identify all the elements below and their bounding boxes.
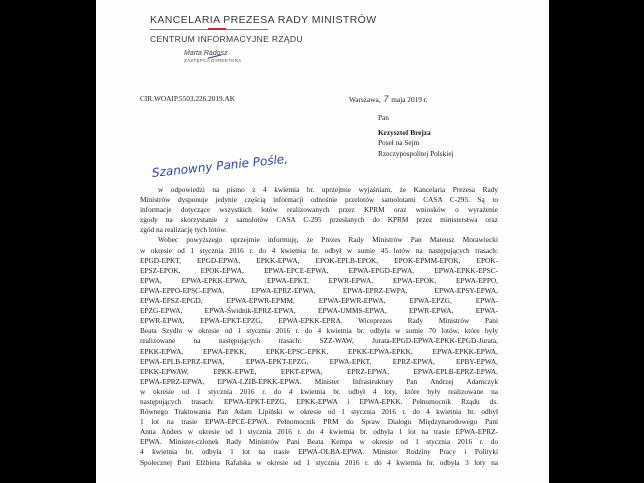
body-line: w odpowiedzi na pismo z 4 kwietnia br. uprzejmie wyjaśniam, że Kancelaria Prezesa Rady xyxy=(158,185,498,194)
signatory-role: ZASTĘPCA DYREKTORA xyxy=(184,58,242,63)
body-line: EPSZ-EPOK, EPOK-EPWA, EPWA-EPCE-EPWA, EPWA-EPGD-EPWA, EPWA-EPKK-EPSC- xyxy=(140,265,498,275)
organization-name: KANCELARIA PREZESA RADY MINISTRÓW xyxy=(150,14,377,26)
body-line: EPGD-EPKT, EPGD-EPWA, EPKK-EPWA, EPOK-EPLB-EPOK, EPOK-EPMM-EPOK, EPOK- xyxy=(140,255,498,265)
red-accent-stroke xyxy=(208,28,226,30)
body-line: następujących trasach: EPWA-EPKT-EPZG, EPKK-EPWA i EPWA-EPKK. Pełnomocnik Rządu ds. xyxy=(140,396,498,406)
body-line: EPWA-EPPO-EPSC-EPWA, EPWA-EPRZ-EPWA, EPWA-EPRZ-EWPA, EPWA-EPSY-EPWA, xyxy=(140,285,498,295)
body-line: EPWA-EPRZ-EPWA, EPWA-LZIB-EPKK-EPWA. Minister Infrastruktury Pan Andrzej Adamczyk xyxy=(140,376,498,386)
body-line: w okresie od 1 stycznia 2016 r. do 4 kwietnia br. odbył w sumie 45 lotów na następujących trasach: xyxy=(140,245,498,255)
body-line: Beata Szydło w okresie od 1 stycznia 2016 r. do 4 kwietnia br. odbyła w sumie 70 lotów, które były xyxy=(140,326,498,336)
date-day-handwritten: 7 xyxy=(383,94,389,104)
body-line: EPWA, EPWA-EPKK-EPWA, EPWA-EPKT, EPWR-EPWA, EPWA-EPOK, EPWA-EPPO, xyxy=(140,275,498,285)
recipient-name: Krzysztof Brejza xyxy=(378,128,431,138)
letter-date xyxy=(349,95,428,104)
recipient-salutation: Pan xyxy=(378,113,389,122)
department-name: CENTRUM INFORMACYJNE RZĄDU xyxy=(150,34,303,44)
letter-body xyxy=(140,185,498,468)
date-rest: maja 2019 r. xyxy=(391,95,428,104)
body-line: EPWA-EPSZ-EPGD, EPWA-EPWR-EPMM, EPWA-EPWR-EPWA, EPWA-EPZG, EPWA- xyxy=(140,296,498,306)
letter-page xyxy=(96,0,549,483)
body-line: EPZG-EPWA, EPWA-Świdnik-EPRZ-EPWA, EPWA-UMMS-EPWA, EPWR-EPWA, EPWA- xyxy=(140,306,498,316)
body-line: EPKK-EPWAW, EPKK-EPWE, EPKT-EPWA, EPRZ-EPWA, EPWA-EPLB-EPRZ-EPWA, xyxy=(140,366,498,376)
signatory-name: Marta Radosz xyxy=(184,50,228,57)
body-line: Równego Traktowania Pan Adam Lipiński w okresie od 1 stycznia 2016 r. do 4 kwietnia br. odbył xyxy=(140,407,498,417)
body-line: EPWR-EPWA, EPWA-EPKT-EPZG, EPWA-EPKK-EPRA. Wiceprezes Rady Ministrów Pani xyxy=(140,316,498,326)
letterhead-rule xyxy=(150,29,268,30)
body-line: Ministrów dysponuje jedynie częścią informacji odnośnie przelotów samolotami CASA C-295. Są to xyxy=(140,195,498,205)
recipient-institution: Rzeczypospolitej Polskiej xyxy=(378,148,454,158)
reference-number: CIR.WOAIP.5503.226.2019.AK xyxy=(140,94,236,103)
date-city: Warszawa, xyxy=(349,95,381,104)
body-line: Wobec powyższego uprzejmie informuję, że Prezes Rady Ministrów Pan Mateusz Morawiecki xyxy=(158,235,498,245)
letterhead xyxy=(150,14,377,63)
handwritten-salutation: Szanowny Panie Pośle, xyxy=(151,151,289,180)
recipient-title: Poseł na Sejm xyxy=(378,138,420,148)
body-line: EPWA-EPLB-EPRZ-EPWA, EPWA-EPKT-EPZG, EPWA-EPKT, EPRZ-EPWA, EPBY-EPWA, xyxy=(140,356,498,366)
body-line: zgody na skorzystanie z samolotów CASA C-295 przesłanych do KPRM przez ministerstwa oraz xyxy=(140,215,498,225)
body-line: Społecznej Pani Elżbieta Rafalska w okresie od 1 stycznia 2016 r. do 4 kwietnia br. odbyła 3 loty na xyxy=(140,457,498,467)
body-line: w okresie od 1 stycznia 2016 r. do 4 kwietnia br. odbył 4 loty, które były realizowane na xyxy=(140,386,498,396)
body-line: EPWA. Minister-członek Rady Ministrów Pani Beata Kempa w okresie od 1 stycznia 2016 r. do xyxy=(140,437,498,447)
body-line: 1 lot na trasie EPWA-EPCE-EPWA. Pełnomocnik PRM do Spraw Dialogu Międzynarodowego Pani xyxy=(140,417,498,427)
body-line: zgód na realizację tych lotów. xyxy=(140,225,227,235)
recipient-block xyxy=(378,113,454,159)
body-line: EPKK-EPWA, EPWA-EPKK, EPKK-EPSC-EPKK, EPKK-EPWA-EPKK, EPWA-EPKK-EPWA, xyxy=(140,346,498,356)
body-line: realizowane na następujących trasach: SZZ-WAW, Jurata-EPGD-EPWA-EPKK-EPGD-Jurata, xyxy=(140,336,498,346)
body-line: Anna Anders w okresie od 1 stycznia 2016 r. do 4 kwietnia br. odbyła 1 lot na trasie EPWA-EPRZ- xyxy=(140,427,498,437)
body-line: 4 kwietnia br. odbyła 1 lot na trasie EPWA-OLBA-EPWA. Minister Rodziny Pracy i Polityki xyxy=(140,447,498,457)
body-line: informacje dotyczące wszystkich lotów realizowanych przez KPRM oraz wniosków o wyrażenie xyxy=(140,205,498,215)
